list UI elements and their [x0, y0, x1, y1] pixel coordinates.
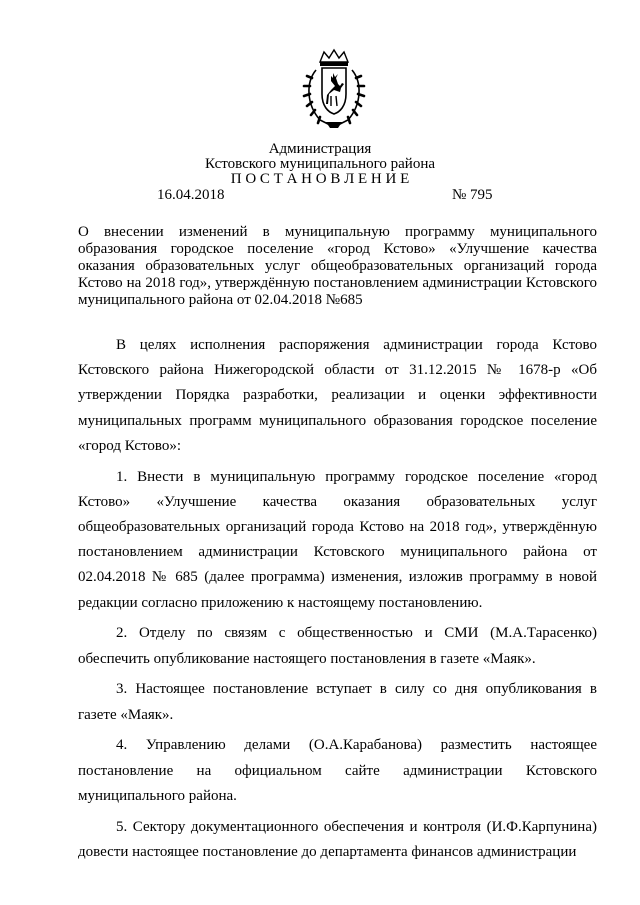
item-paragraph-4: 4. Управлению делами (О.А.Карабанова) разместить настоящее постановление на официальном сайте администрации Кстовского муниципального района.: [78, 737, 597, 804]
item-paragraph-5: 5. Сектору документационного обеспечения и контроля (И.Ф.Карпунина) довести настоящее постановление до департамента финансов администрации: [78, 818, 597, 860]
org-name-line2: Кстовского муниципального района: [204, 156, 436, 172]
preamble-paragraph: В целях исполнения распоряжения администрации города Кстово Кстовского района Нижегородской области от 31.12.2015 № 1678-р «Об утверждении Порядка разработки, реализации и оценки эффективности муниципальных программ муниципального образования городское поселение «город Кстово»:: [78, 337, 597, 454]
item-paragraph-1: 1. Внести в муниципальную программу городское поселение «город Кстово» «Улучшение качества оказания образовательных услуг общеобразовательных организаций города Кстово на 2018 год», утверждённую постановлением администрации Кстовского муниципального района от 02.04.2018 № 685 (далее программа) изменения, изложив программу в новой редакции согласно приложению к настоящему постановлению.: [78, 468, 597, 611]
org-name-line1: Администрация: [268, 141, 372, 157]
document-number: № 795: [452, 187, 493, 203]
item-paragraph-3: 3. Настоящее постановление вступает в силу со дня опубликования в газете «Маяк».: [78, 681, 597, 723]
item-paragraph-2: 2. Отделу по связям с общественностью и СМИ (М.А.Тарасенко) обеспечить опубликование настоящего постановления в газете «Маяк».: [78, 625, 597, 667]
document-date: 16.04.2018: [157, 187, 225, 203]
document-body: [78, 333, 597, 865]
nizhny-novgorod-coat-of-arms-icon: [298, 48, 370, 130]
document-subject: О внесении изменений в муниципальную программу муниципального образования городское поселение «город Кстово» «Улучшение качества оказания образовательных услуг общеобразовательных организаций города Кстово на 2018 год», утверждённую постановлением администрации Кстовского муниципального района от 02.04.2018 №685: [78, 224, 597, 308]
document-type: П О С Т А Н О В Л Е Н И Е: [230, 171, 410, 187]
